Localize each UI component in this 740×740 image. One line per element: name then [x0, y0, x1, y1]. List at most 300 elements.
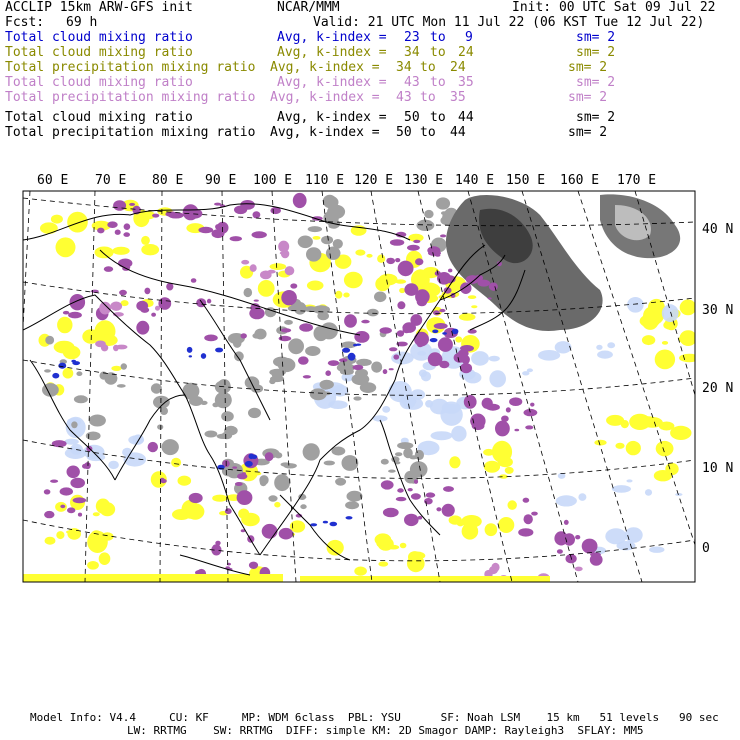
field-cell	[218, 379, 231, 392]
field-cell	[442, 504, 455, 517]
field-cell	[440, 404, 462, 426]
field-cell	[506, 407, 511, 412]
field-cell	[250, 264, 257, 272]
field-cell	[439, 309, 445, 312]
field-cell	[342, 348, 350, 353]
field-cell	[121, 363, 127, 369]
field-cell	[207, 299, 211, 304]
legend-from: 34	[396, 60, 412, 75]
field-cell	[310, 388, 327, 400]
field-cell	[190, 385, 197, 388]
field-cell	[642, 335, 655, 345]
legend-sm: sm= 2	[576, 30, 616, 45]
legend-to-word: to	[430, 45, 446, 60]
field-cell	[278, 358, 296, 372]
legend-field: Total cloud mixing ratio	[5, 110, 193, 125]
field-cell	[335, 291, 342, 299]
field-cell	[555, 341, 572, 353]
field-cell	[306, 247, 321, 261]
field-cell	[389, 368, 394, 370]
legend-sm: sm= 2	[576, 75, 616, 90]
field-cell	[485, 523, 498, 536]
field-cell	[118, 259, 132, 268]
field-cell	[50, 480, 58, 483]
field-cell	[382, 406, 390, 413]
field-cell	[67, 507, 75, 513]
field-cell	[452, 329, 459, 335]
field-cell	[366, 254, 372, 258]
field-cell	[178, 476, 192, 486]
field-cell	[320, 322, 338, 339]
field-cell	[198, 227, 213, 233]
legend-to-word: to	[420, 125, 436, 140]
field-cell	[187, 347, 193, 353]
field-cell	[482, 398, 493, 409]
field-cell	[353, 365, 364, 370]
field-cell	[95, 341, 106, 348]
field-cell	[93, 512, 100, 516]
field-cell	[270, 263, 287, 270]
field-cell	[383, 508, 399, 517]
field-cell	[557, 549, 563, 554]
field-cell	[649, 547, 664, 553]
lon-label: 100 E	[253, 173, 293, 188]
field-cell	[397, 488, 404, 492]
field-cell	[129, 203, 135, 206]
legend-from: 50	[404, 110, 420, 125]
field-cell	[375, 533, 392, 545]
field-cell	[451, 426, 466, 442]
field-cell	[158, 297, 171, 310]
field-cell	[383, 369, 388, 374]
legend-to: 35	[450, 90, 466, 105]
field-cell	[298, 356, 309, 364]
lat-label: 0	[702, 541, 710, 556]
field-cell	[414, 480, 418, 484]
field-cell	[342, 455, 359, 471]
lon-label: 150 E	[506, 173, 546, 188]
lon-label: 70 E	[95, 173, 127, 188]
field-cell	[200, 401, 207, 405]
field-cell	[355, 250, 365, 256]
field-cell	[171, 458, 181, 468]
field-cell	[279, 336, 292, 341]
field-cell	[662, 304, 679, 322]
field-cell	[144, 288, 150, 295]
field-cell	[44, 489, 51, 494]
field-cell	[330, 522, 338, 527]
field-cell	[390, 239, 404, 246]
footer-physics-info: LW: RRTMG SW: RRTMG DIFF: simple KM: 2D Smagor DAMP: Rayleigh3 SFLAY: MM5	[127, 724, 644, 737]
field-cell	[113, 247, 130, 255]
field-cell	[457, 520, 465, 527]
field-cell	[152, 214, 159, 218]
field-cell	[204, 335, 218, 342]
field-cell	[308, 226, 322, 232]
field-cell	[439, 361, 449, 369]
field-cell	[417, 343, 423, 347]
field-cell	[113, 200, 126, 211]
field-cell	[281, 290, 297, 305]
field-cell	[67, 528, 81, 540]
field-cell	[578, 493, 586, 501]
field-cell	[679, 354, 700, 362]
field-cell	[662, 341, 668, 345]
field-cell	[388, 470, 396, 473]
field-cell	[605, 528, 626, 544]
field-cell	[594, 440, 606, 446]
map-plot-area	[10, 191, 720, 582]
lat-label: 30 N	[702, 303, 734, 318]
field-cell	[371, 362, 382, 373]
field-cell	[431, 431, 453, 440]
field-cell	[248, 408, 261, 418]
field-cell	[492, 441, 512, 463]
field-cell	[89, 415, 106, 427]
field-cell	[119, 290, 127, 296]
field-cell	[241, 260, 249, 265]
field-cell	[299, 323, 313, 332]
field-cell	[655, 350, 675, 370]
field-cell	[518, 528, 533, 536]
field-cell	[234, 206, 247, 215]
field-cell	[335, 478, 346, 486]
field-cell	[398, 261, 414, 277]
field-cell	[400, 543, 407, 549]
field-cell	[443, 486, 454, 492]
field-cell	[99, 302, 111, 315]
field-cell	[395, 452, 402, 456]
lon-label: 130 E	[404, 173, 444, 188]
field-cell	[509, 397, 522, 406]
lat-label: 40 N	[702, 222, 734, 237]
field-cell	[252, 231, 267, 238]
field-cell	[464, 372, 481, 384]
field-cell	[290, 283, 297, 288]
field-cell	[525, 425, 533, 429]
field-cell	[323, 195, 337, 208]
field-cell	[51, 215, 63, 224]
field-cell	[344, 314, 357, 327]
field-cell	[397, 442, 413, 449]
field-cell	[556, 495, 577, 506]
field-cell	[76, 371, 82, 376]
legend-avg: Avg, k-index =	[277, 75, 387, 90]
field-cell	[317, 312, 329, 321]
lon-label: 90 E	[205, 173, 237, 188]
field-cell	[410, 461, 428, 477]
field-cell	[141, 244, 159, 255]
field-cell	[258, 280, 275, 297]
field-cell	[268, 495, 277, 501]
legend-from: 34	[404, 45, 420, 60]
field-cell	[680, 330, 697, 346]
field-cell	[436, 507, 441, 511]
field-cell	[425, 400, 433, 408]
field-cell	[136, 321, 149, 335]
field-cell	[293, 193, 307, 208]
field-cell	[468, 329, 477, 333]
field-cell	[217, 434, 231, 439]
field-cell	[56, 531, 64, 539]
lon-label: 110 E	[305, 173, 345, 188]
legend-avg: Avg, k-index =	[277, 45, 387, 60]
field-cell	[478, 280, 491, 287]
field-cell	[397, 330, 404, 336]
field-cell	[189, 493, 203, 503]
field-cell	[421, 371, 431, 381]
field-cell	[58, 363, 66, 369]
field-cell	[238, 509, 249, 519]
field-cell	[251, 455, 257, 459]
field-cell	[260, 479, 267, 486]
field-cell	[489, 356, 500, 362]
field-cell	[44, 369, 51, 372]
field-cell	[607, 342, 615, 348]
field-cell	[71, 421, 77, 428]
field-cell	[361, 320, 369, 324]
legend-avg: Avg, k-index =	[270, 90, 380, 105]
field-cell	[524, 409, 538, 416]
field-cell	[448, 269, 452, 273]
field-cell	[303, 443, 320, 460]
field-cell	[388, 381, 411, 402]
field-cell	[111, 366, 121, 371]
field-cell	[205, 431, 218, 438]
field-cell	[140, 307, 149, 313]
field-cell	[530, 403, 534, 407]
field-cell	[86, 432, 101, 441]
field-cell	[63, 368, 74, 379]
field-cell	[523, 498, 530, 503]
field-cell	[433, 310, 440, 315]
legend-avg: Avg, k-index =	[277, 30, 387, 45]
field-cell	[495, 421, 510, 437]
field-cell	[225, 508, 232, 514]
legend-to-word: to	[420, 60, 436, 75]
field-cell	[395, 258, 400, 262]
field-cell	[407, 245, 420, 251]
field-cell	[328, 400, 347, 409]
field-cell	[73, 497, 87, 503]
field-cell	[354, 567, 367, 576]
field-cell	[590, 552, 601, 556]
field-cell	[397, 301, 405, 309]
field-cell	[241, 333, 247, 338]
field-cell	[344, 272, 363, 289]
field-cell	[262, 524, 278, 539]
precip-band-south	[300, 576, 550, 582]
field-cell	[625, 527, 643, 543]
field-cell	[40, 222, 58, 234]
field-cell	[298, 236, 313, 249]
field-cell	[345, 501, 359, 509]
lon-label: 80 E	[152, 173, 184, 188]
field-cell	[279, 528, 293, 540]
field-cell	[311, 250, 318, 254]
legend-field: Total cloud mixing ratio	[5, 75, 193, 90]
field-cell	[675, 493, 682, 496]
field-cell	[563, 533, 575, 545]
field-cell	[63, 311, 69, 315]
legend-field: Total precipitation mixing ratio	[5, 125, 256, 140]
field-cell	[449, 456, 460, 468]
field-cell	[458, 349, 469, 357]
field-cell	[224, 394, 231, 399]
field-cell	[310, 523, 317, 526]
field-cell	[212, 495, 227, 502]
field-cell	[367, 309, 379, 317]
field-cell	[408, 488, 413, 491]
precip-band-south	[23, 574, 283, 582]
field-cell	[70, 478, 85, 488]
field-cell	[360, 382, 376, 393]
field-cell	[380, 327, 392, 333]
legend-from: 50	[396, 125, 412, 140]
legend-field: Total cloud mixing ratio	[5, 45, 193, 60]
field-cell	[455, 336, 462, 342]
lat-label: 20 N	[702, 381, 734, 396]
field-cell	[253, 211, 261, 218]
field-cell	[411, 493, 421, 499]
field-cell	[538, 350, 560, 361]
field-cell	[115, 230, 121, 235]
legend-field: Total cloud mixing ratio	[5, 30, 193, 45]
field-cell	[325, 370, 331, 376]
field-cell	[148, 442, 158, 452]
field-cell	[124, 223, 131, 230]
field-cell	[300, 504, 306, 509]
field-cell	[67, 212, 88, 233]
field-cell	[378, 561, 388, 566]
field-cell	[67, 466, 80, 479]
field-cell	[320, 380, 334, 390]
field-cell	[307, 281, 324, 291]
field-cell	[642, 312, 659, 330]
field-cell	[399, 288, 405, 293]
field-cell	[396, 497, 407, 501]
field-cell	[656, 441, 674, 456]
field-cell	[389, 347, 397, 351]
field-cell	[45, 336, 54, 345]
field-cell	[612, 485, 631, 493]
field-cell	[615, 443, 624, 449]
legend-to-word: to	[430, 75, 446, 90]
field-cell	[78, 513, 82, 517]
field-cell	[575, 535, 580, 539]
field-cell	[489, 283, 498, 291]
field-cell	[424, 498, 433, 504]
legend-field: Total precipitation mixing ratio	[5, 60, 256, 75]
field-cell	[60, 487, 73, 495]
field-cell	[283, 463, 297, 468]
legend-avg: Avg, k-index =	[277, 110, 387, 125]
field-cell	[514, 429, 519, 432]
field-cell	[99, 552, 111, 565]
field-cell	[413, 240, 420, 243]
field-cell	[501, 416, 509, 422]
field-cell	[232, 466, 237, 468]
field-cell	[498, 517, 514, 533]
field-cell	[191, 278, 197, 283]
field-cell	[157, 424, 163, 429]
field-cell	[249, 562, 258, 569]
init-time: Init: 00 UTC Sat 09 Jul 22	[512, 0, 716, 15]
legend-sm: sm= 2	[568, 125, 608, 140]
field-cell	[249, 308, 264, 320]
field-cell	[52, 440, 67, 447]
field-cell	[108, 461, 119, 469]
field-cell	[626, 441, 641, 455]
field-cell	[379, 274, 398, 286]
field-cell	[339, 358, 347, 362]
valid-time: Valid: 21 UTC Mon 11 Jul 22 (06 KST Tue 12 Jul 22)	[313, 15, 705, 30]
field-cell	[71, 360, 76, 363]
field-cell	[303, 375, 311, 378]
field-cell	[87, 561, 99, 570]
field-cell	[254, 300, 259, 302]
field-cell	[267, 270, 275, 274]
field-cell	[415, 289, 430, 304]
field-cell	[415, 450, 424, 460]
field-cell	[403, 448, 413, 458]
field-cell	[346, 516, 353, 519]
field-cell	[564, 520, 569, 525]
field-cell	[442, 332, 447, 335]
legend-to-word: to	[430, 30, 446, 45]
field-cell	[626, 479, 632, 482]
legend-from: 23	[404, 30, 420, 45]
field-cell	[285, 266, 295, 275]
field-cell	[104, 266, 113, 272]
field-cell	[60, 505, 65, 509]
org-label: NCAR/MMM	[277, 0, 340, 15]
field-cell	[354, 331, 369, 343]
field-cell	[343, 293, 349, 298]
field-cell	[281, 328, 291, 332]
legend-to-word: to	[430, 110, 446, 125]
field-cell	[107, 221, 117, 228]
forecast-hours: 69 h	[66, 15, 98, 30]
field-cell	[337, 363, 355, 372]
field-cell	[680, 300, 697, 316]
field-cell	[244, 288, 253, 297]
field-cell	[151, 383, 162, 393]
field-cell	[265, 452, 274, 461]
field-cell	[606, 415, 624, 426]
field-cell	[645, 489, 652, 496]
field-cell	[321, 236, 333, 245]
field-cell	[52, 373, 59, 379]
field-cell	[386, 258, 395, 264]
legend-sm: sm= 2	[568, 90, 608, 105]
field-cell	[527, 368, 533, 372]
field-cell	[470, 414, 485, 429]
field-cell	[141, 236, 150, 245]
field-cell	[313, 236, 321, 240]
field-cell	[348, 353, 356, 361]
field-cell	[508, 500, 517, 510]
field-cell	[531, 512, 538, 516]
field-cell	[237, 473, 247, 479]
legend-from: 43	[404, 75, 420, 90]
field-cell	[133, 434, 144, 444]
model-title: ACCLIP 15km ARW-GFS init	[5, 0, 193, 15]
lon-label: 170 E	[617, 173, 657, 188]
field-cell	[460, 363, 472, 373]
field-cell	[374, 292, 386, 303]
field-cell	[484, 461, 500, 473]
